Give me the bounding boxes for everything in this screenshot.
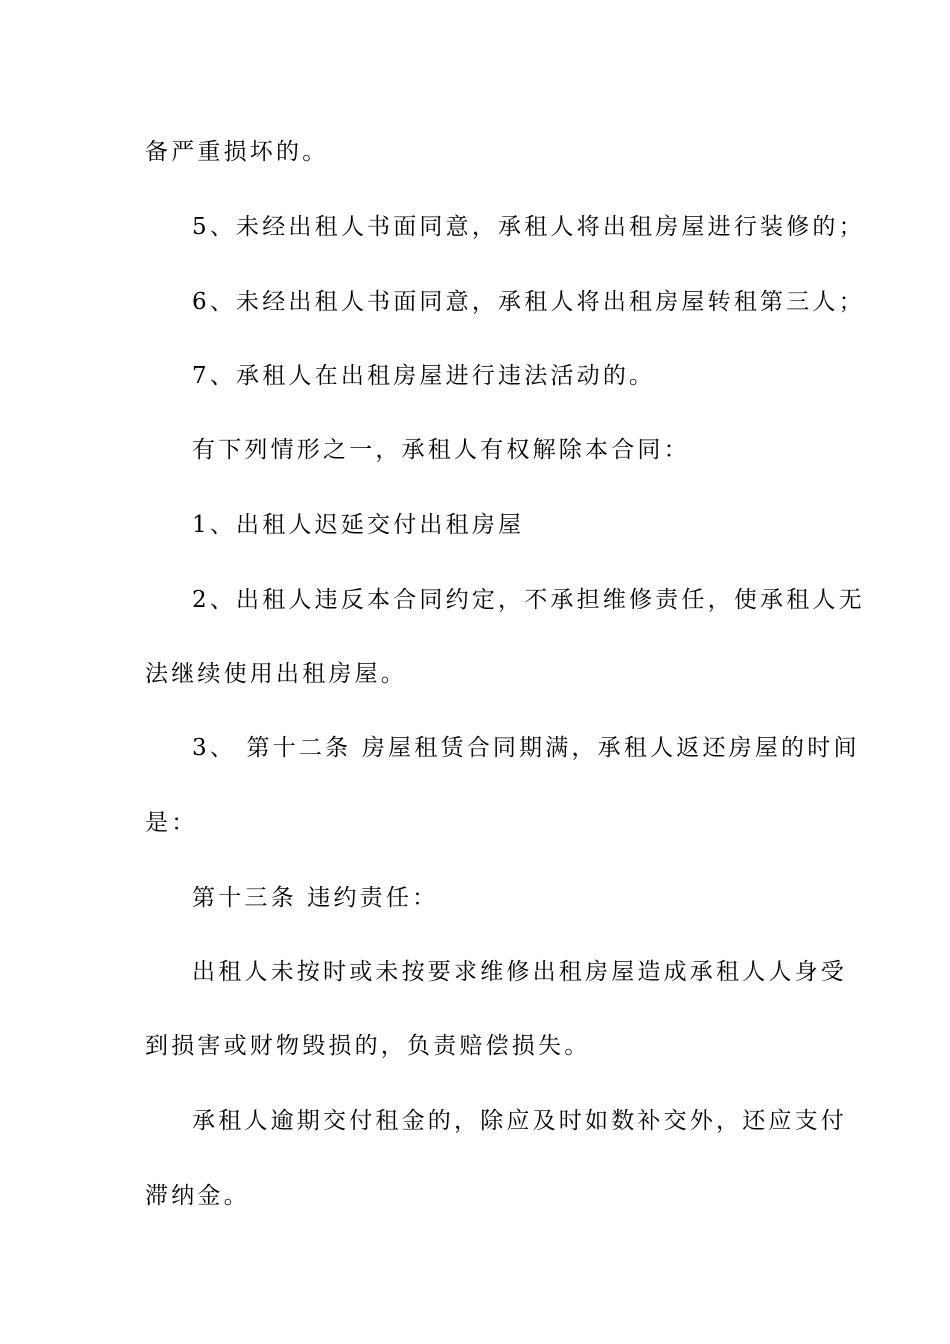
text-line-tenant-termination-heading: 有下列情形之一，承租人有权解除本合同： — [192, 437, 690, 463]
text-line-tenant-late-rent-continuation: 滞纳金。 — [145, 1183, 250, 1209]
text-line-item-2-continuation: 法继续使用出租房屋。 — [145, 661, 407, 687]
text-line-item-2: 2、出租人违反本合同约定，不承担维修责任，使承租人无 — [192, 587, 865, 613]
text-line-item-6: 6、未经出租人书面同意，承租人将出租房屋转租第三人； — [192, 289, 865, 315]
text-line-tenant-late-rent: 承租人逾期交付租金的，除应及时如数补交外，还应支付 — [192, 1108, 847, 1134]
text-line-item-1: 1、出租人迟延交付出租房屋 — [192, 512, 525, 538]
text-line-article-12-continuation: 是： — [145, 810, 198, 836]
text-line-item-3-article-12: 3、 第十二条 房屋租赁合同期满，承租人返还房屋的时间 — [192, 735, 860, 761]
text-line-item-7: 7、承租人在出租房屋进行违法活动的。 — [192, 363, 656, 389]
text-line-landlord-liability-continuation: 到损害或财物毁损的，负责赔偿损失。 — [145, 1033, 591, 1059]
text-line-item-5: 5、未经出租人书面同意，承租人将出租房屋进行装修的； — [192, 214, 865, 240]
text-line-article-13-heading: 第十三条 违约责任： — [192, 885, 439, 911]
text-line-continuation: 备严重损坏的。 — [145, 139, 329, 165]
text-line-landlord-liability: 出租人未按时或未按要求维修出租房屋造成承租人人身受 — [192, 959, 847, 985]
